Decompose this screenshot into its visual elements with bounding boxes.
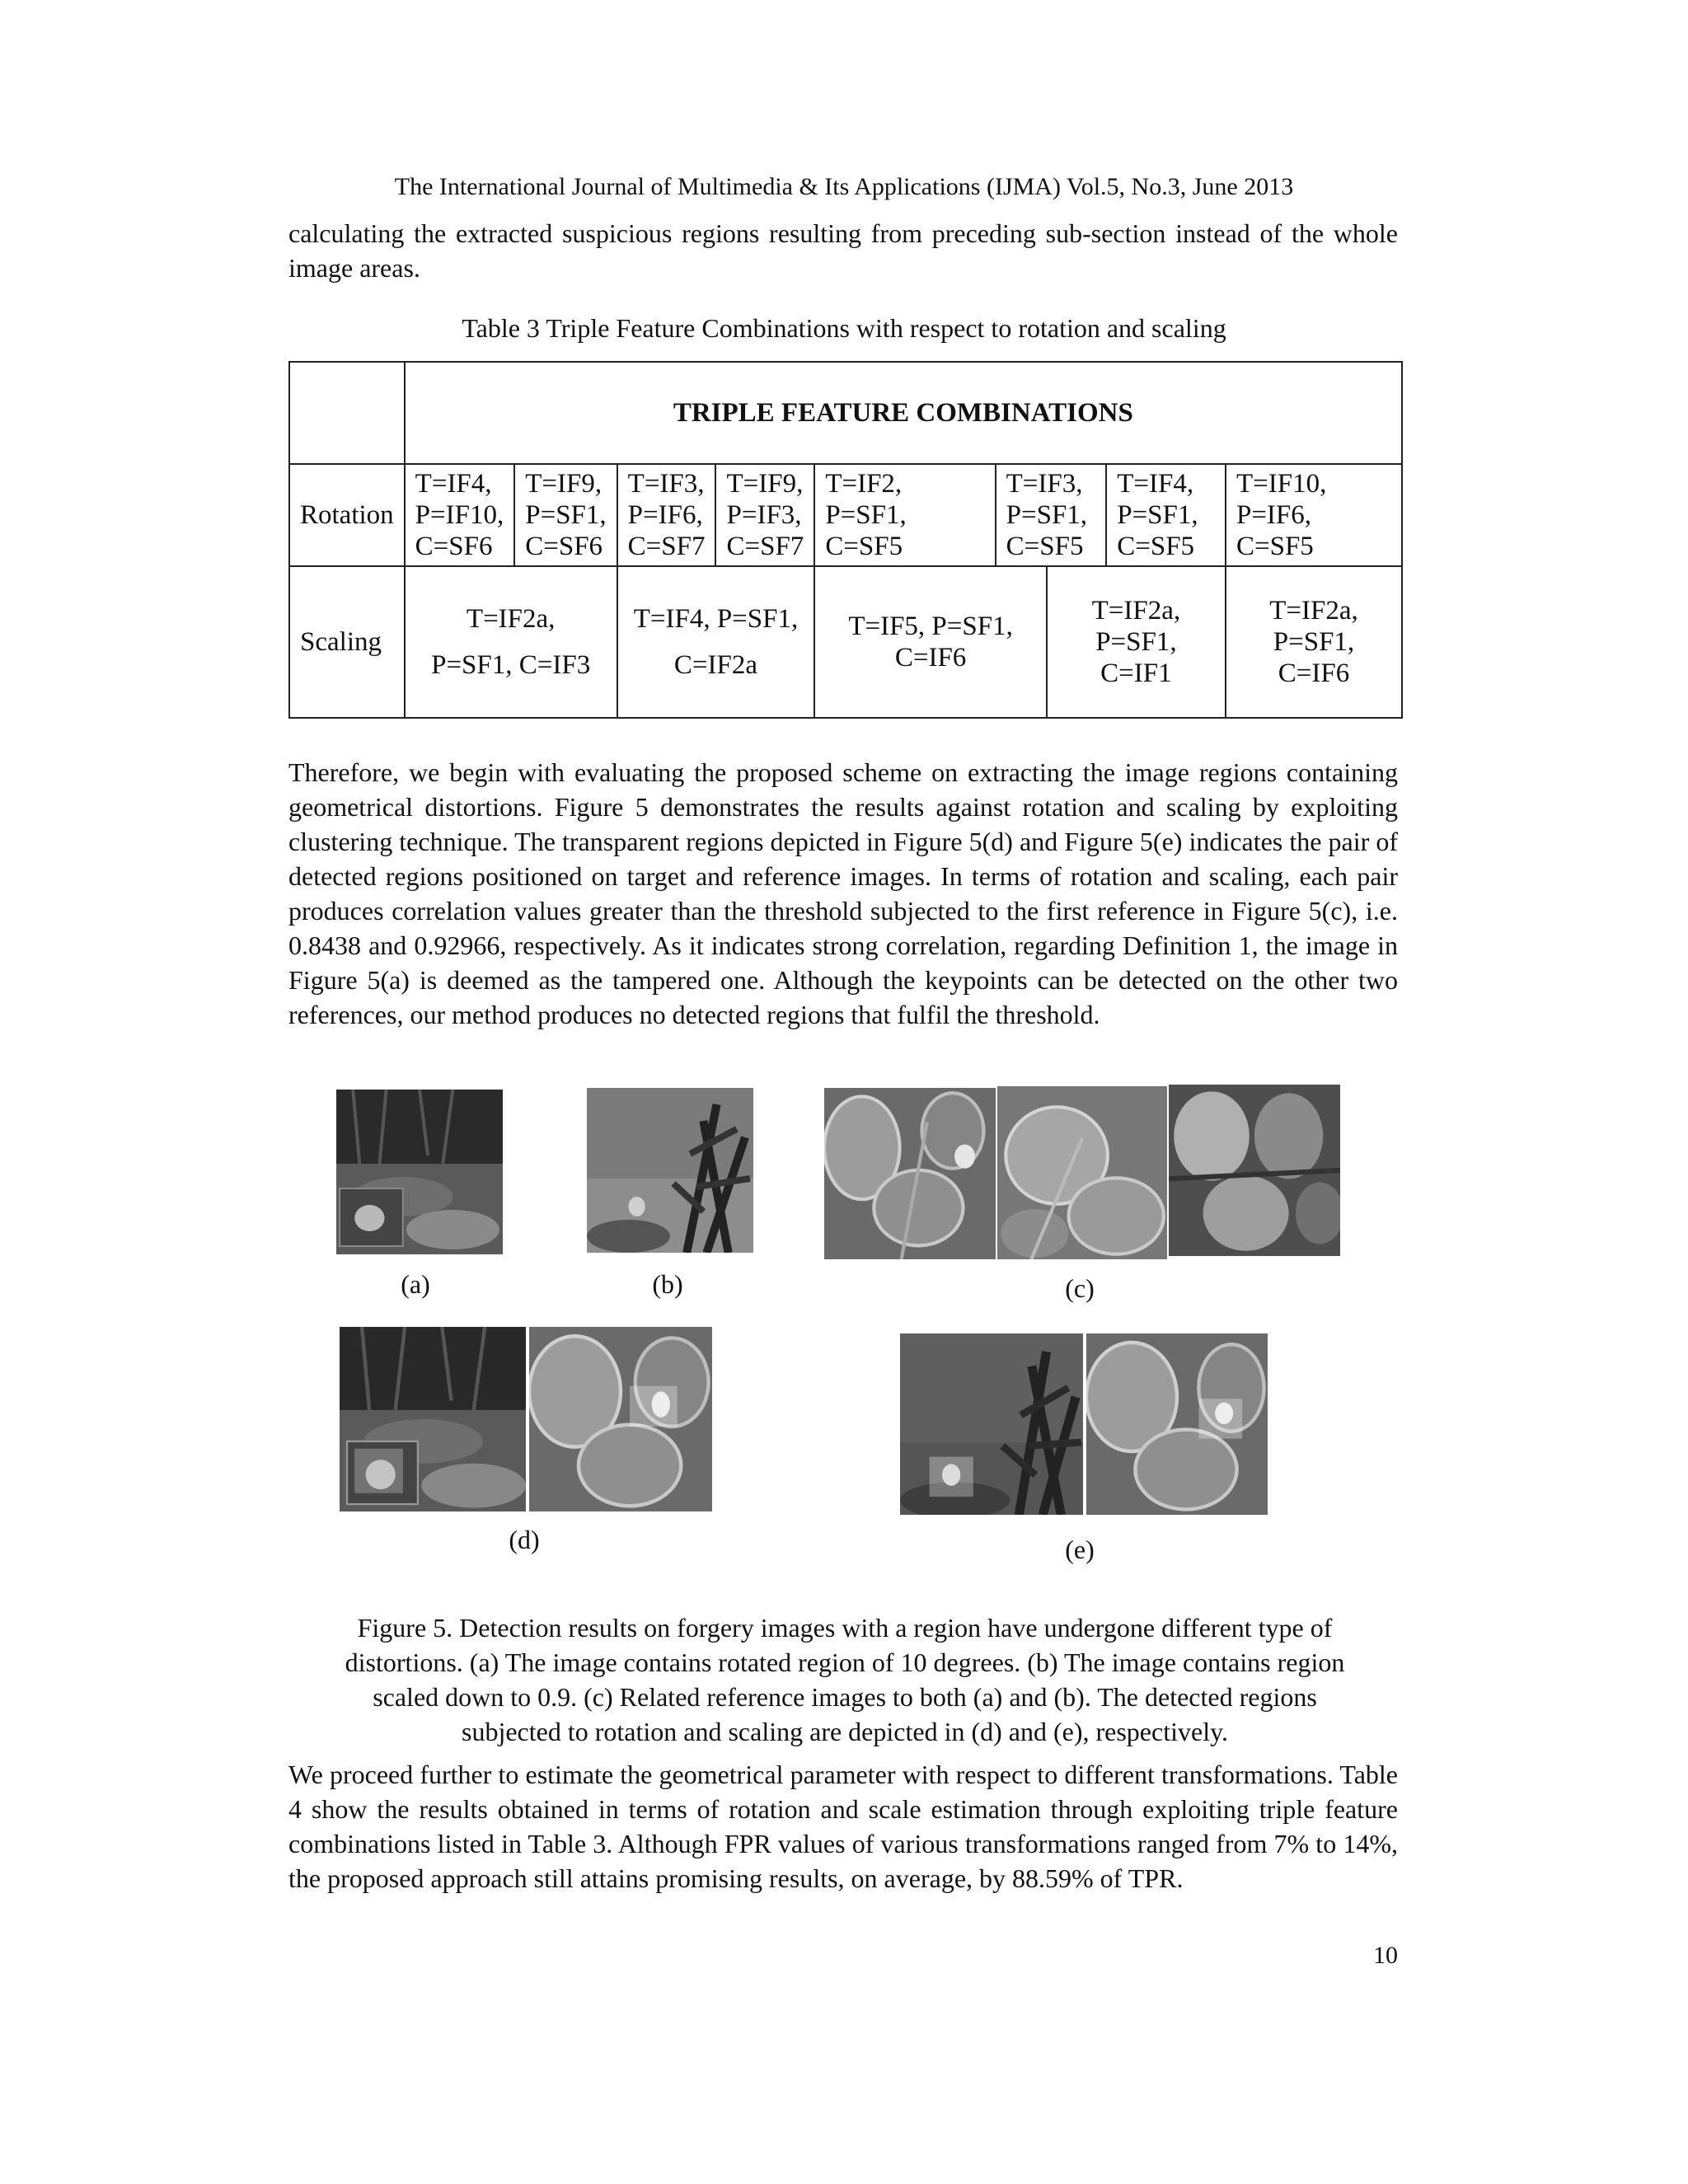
figure-label-c: (c) bbox=[1065, 1273, 1095, 1303]
figure-5d-image-2 bbox=[529, 1327, 712, 1511]
scaling-cell: T=IF2a, P=SF1, C=IF3 bbox=[405, 566, 617, 718]
rotation-cell: T=IF10, P=IF6, C=SF5 bbox=[1226, 464, 1402, 566]
paragraph-3: We proceed further to estimate the geometrical parameter with respect to different transformations. Table 4 show the results obtained in terms of rotation and scale estimation through exploiting triple feature combinations listed in Table 3. Although FPR values of various transformations ranged from 7% to 14%, the proposed approach still attains promising results, on average, by 88.59% of TPR. bbox=[288, 1760, 1398, 1893]
rotation-cell: T=IF2, P=SF1, C=SF5 bbox=[814, 464, 995, 566]
figure-5d-image-1 bbox=[340, 1327, 526, 1511]
rotation-cell: T=IF3, P=IF6, C=SF7 bbox=[617, 464, 716, 566]
scaling-label: Scaling bbox=[289, 566, 405, 718]
figure-5c-image-2 bbox=[997, 1086, 1167, 1259]
figure-label-a: (a) bbox=[401, 1269, 430, 1299]
page-number: 10 bbox=[1373, 1942, 1398, 1969]
figure-5b-image bbox=[587, 1088, 753, 1253]
rotation-cell: T=IF9, P=IF3, C=SF7 bbox=[715, 464, 814, 566]
figure-caption: Figure 5. Detection results on forgery images with a region have undergone different type of distortions. (a) The image contains rotated region of 10 degrees. (b) The image contains region scaled down to 0.9. (c) Related reference images to both (a) and (b). The detected regions subjected to rotation and scaling are depicted in (d) and (e), respectively. bbox=[345, 1613, 1345, 1746]
scaling-cell: T=IF4, P=SF1, C=IF2a bbox=[617, 566, 815, 718]
figure-label-b: (b) bbox=[652, 1269, 683, 1299]
rotation-cell: T=IF4, P=SF1, C=SF5 bbox=[1106, 464, 1226, 566]
intro-paragraph: calculating the extracted suspicious regions resulting from preceding sub-section instead of the whole image areas. bbox=[288, 218, 1398, 283]
rotation-cell: T=IF3, P=SF1, C=SF5 bbox=[996, 464, 1107, 566]
running-header: The International Journal of Multimedia & Its Applications (IJMA) Vol.5, No.3, June 2013 bbox=[394, 173, 1294, 200]
table-header: TRIPLE FEATURE COMBINATIONS bbox=[405, 362, 1402, 464]
scaling-cell: T=IF5, P=SF1, C=IF6 bbox=[814, 566, 1047, 718]
figure-label-e: (e) bbox=[1065, 1535, 1095, 1564]
table-caption: Table 3 Triple Feature Combinations with respect to rotation and scaling bbox=[462, 313, 1226, 343]
figure-5c-image-1 bbox=[824, 1088, 996, 1259]
figure-5e-image-1 bbox=[900, 1333, 1083, 1515]
paragraph-2: Therefore, we begin with evaluating the proposed scheme on extracting the image regions containing geometrical distortions. Figure 5 demonstrates the results against rotation and scaling by exploiting clustering technique. The transparent regions depicted in Figure 5(d) and Figure 5(e) indicates the pair of detected regions positioned on target and reference images. In terms of rotation and scaling, each pair produces correlation values greater than the threshold subjected to the first reference in Figure 5(c), i.e. 0.8438 and 0.92966, respectively. As it indicates strong correlation, regarding Definition 1, the image in Figure 5(a) is deemed as the tampered one. Although the keypoints can be detected on the other two references, our method produces no detected regions that fulfil the threshold. bbox=[288, 757, 1398, 1029]
table-3 bbox=[288, 361, 1403, 719]
figure-5c-image-3 bbox=[1169, 1085, 1340, 1256]
scaling-cell: T=IF2a, P=SF1, C=IF1 bbox=[1047, 566, 1226, 718]
figure-5e-image-2 bbox=[1086, 1333, 1268, 1515]
rotation-label: Rotation bbox=[289, 464, 405, 566]
scaling-cell: T=IF2a, P=SF1, C=IF6 bbox=[1226, 566, 1402, 718]
figure-label-d: (d) bbox=[509, 1525, 540, 1554]
table-corner-cell bbox=[289, 362, 405, 464]
rotation-cell: T=IF9, P=SF1, C=SF6 bbox=[514, 464, 617, 566]
figure-5a-image bbox=[336, 1090, 503, 1254]
rotation-cell: T=IF4, P=IF10, C=SF6 bbox=[405, 464, 515, 566]
